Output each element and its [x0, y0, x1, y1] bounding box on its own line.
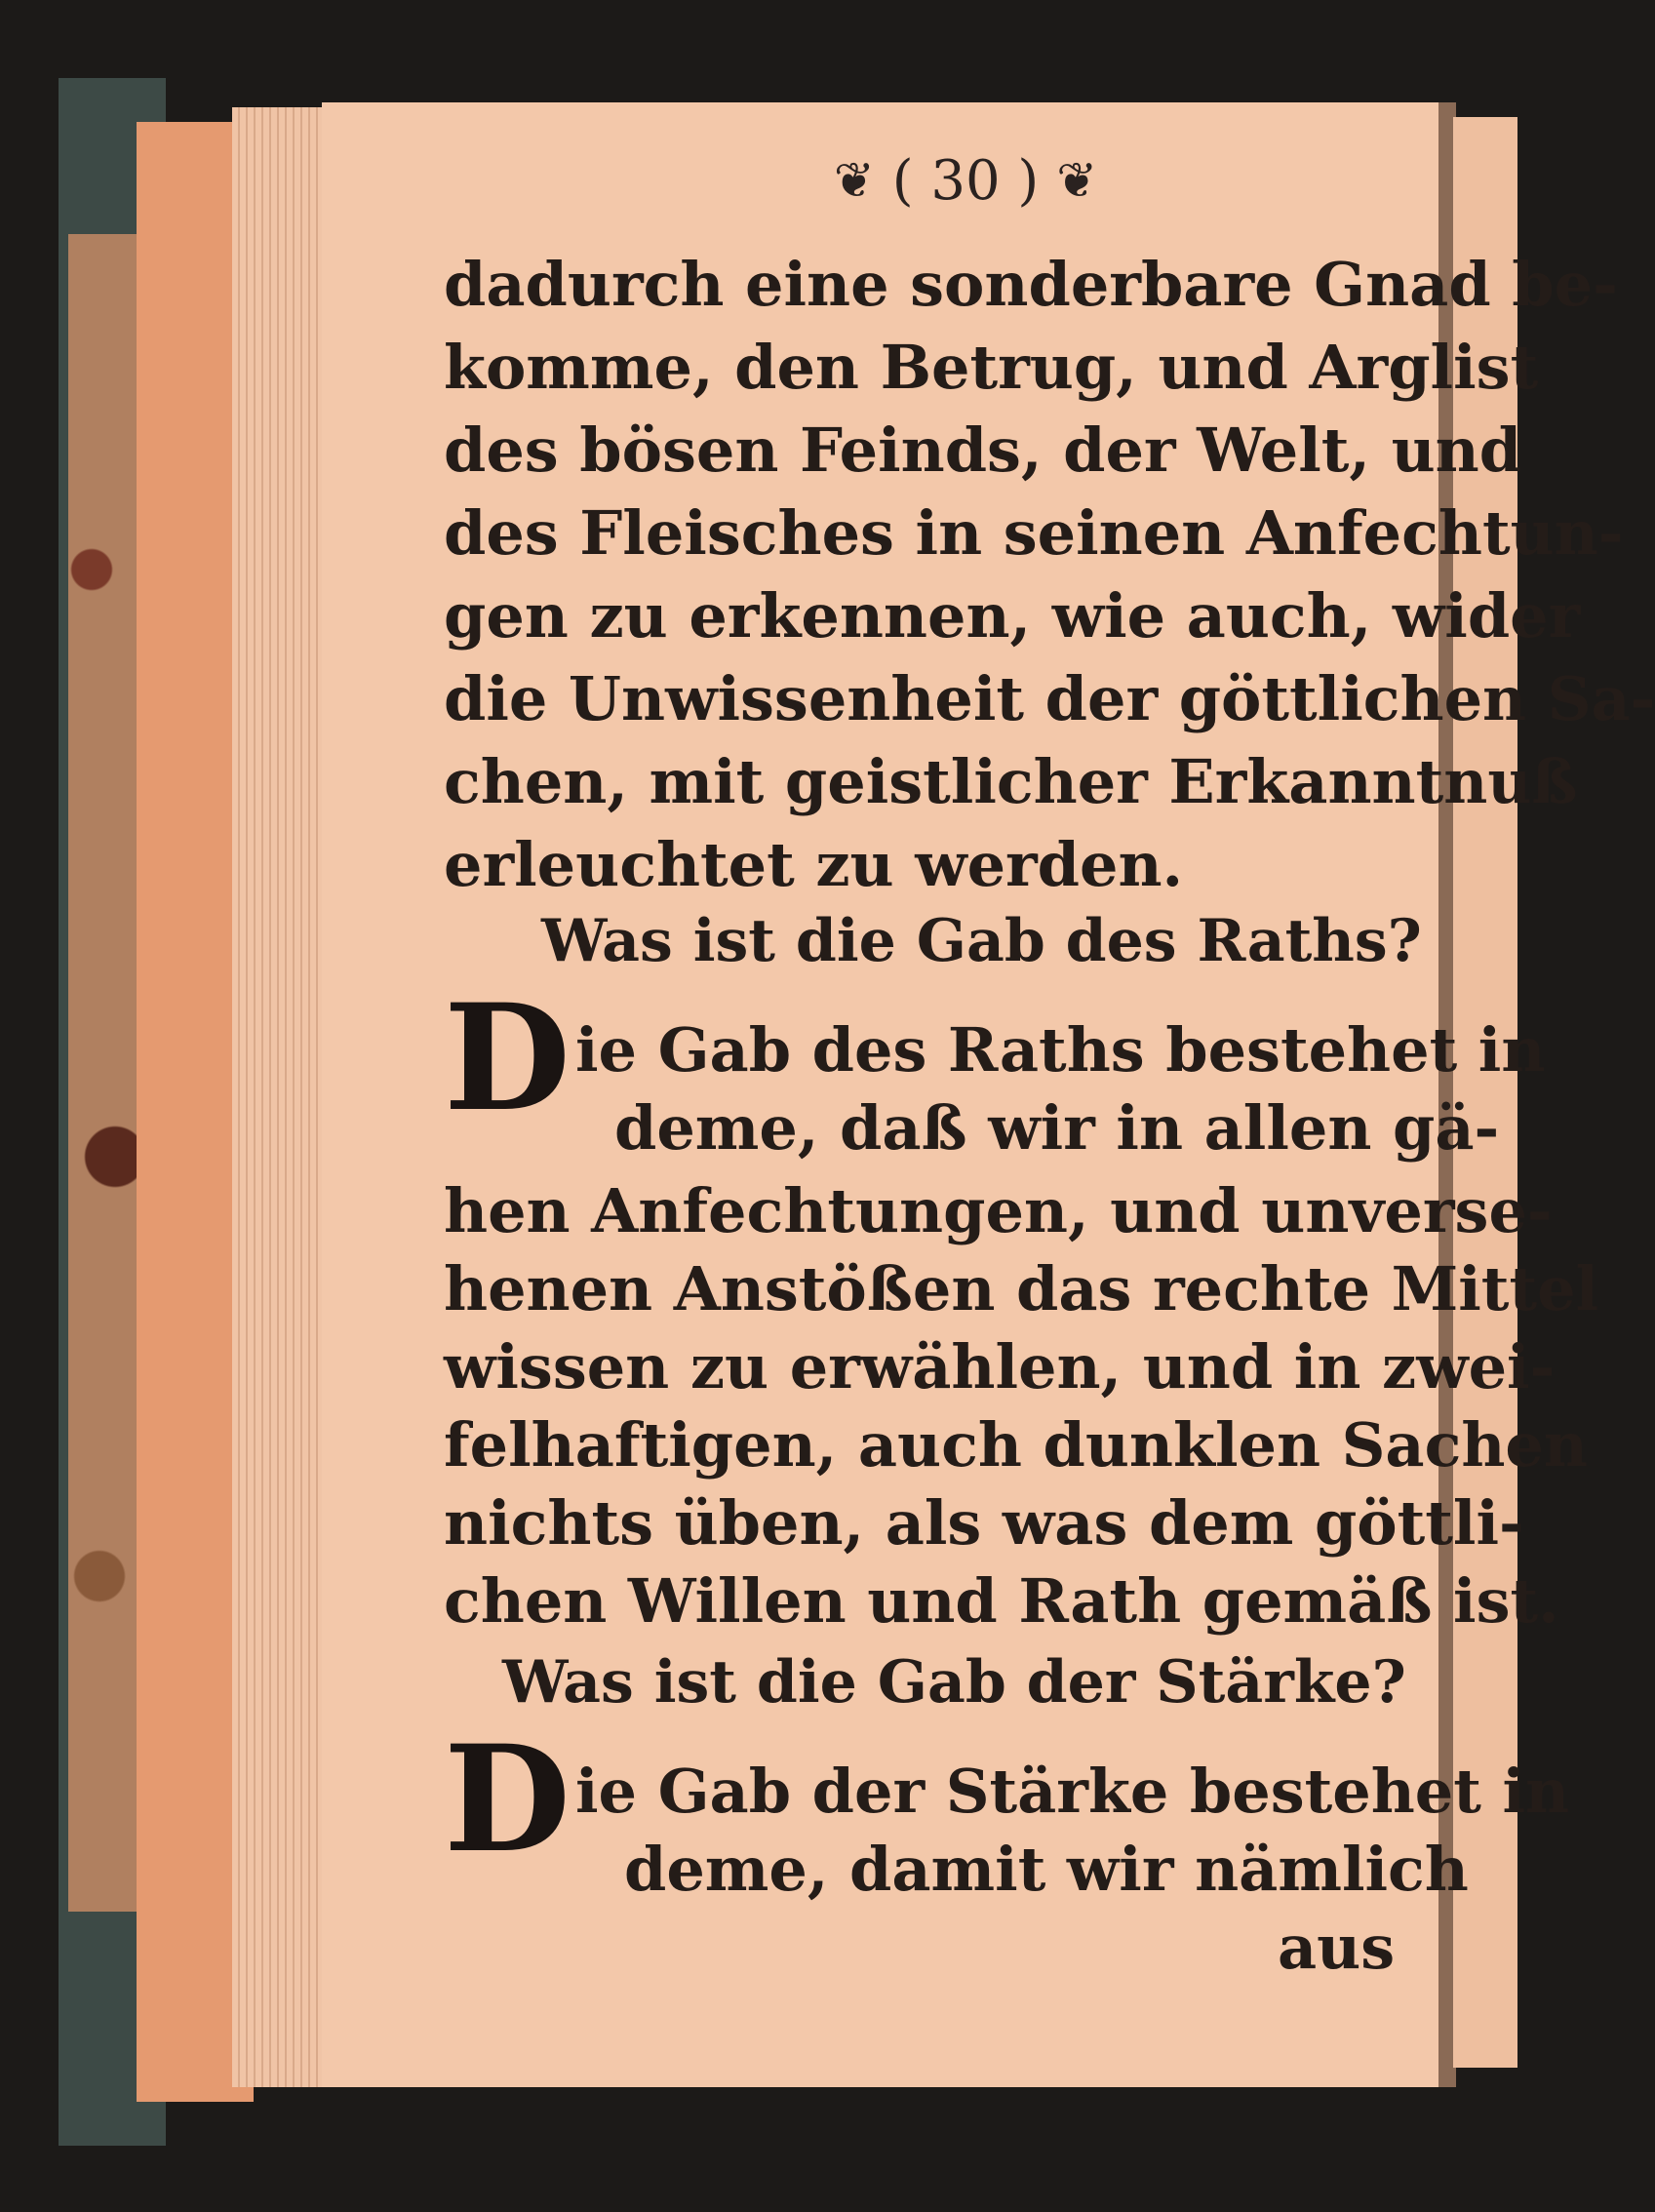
text-line: erleuchtet zu werden.	[444, 829, 1184, 900]
text-line: gen zu erkennen, wie auch, wider	[444, 580, 1581, 652]
text-line: wissen zu erwählen, und in zwei-	[444, 1331, 1556, 1402]
text-line: komme, den Betrug, und Arglist	[444, 332, 1539, 403]
text-line: deme, daß wir in allen gä-	[614, 1092, 1500, 1164]
text-line: nichts üben, als was dem göttli-	[444, 1487, 1524, 1559]
page-number: ( 30 )	[891, 148, 1040, 213]
text-line: chen, mit geistlicher Erkanntnuß	[444, 746, 1578, 817]
text-line: chen Willen und Rath gemäß ist.	[444, 1565, 1559, 1637]
section-heading: Was ist die Gab des Raths?	[541, 907, 1422, 975]
drop-cap-initial: D	[444, 1714, 571, 1885]
text-line: dadurch eine sonderbare Gnad be-	[444, 249, 1618, 320]
text-line: hen Anfechtungen, und unverse-	[444, 1175, 1553, 1246]
text-line: ie Gab des Raths bestehet in	[575, 1014, 1546, 1086]
text-line: felhaftigen, auch dunklen Sachen	[444, 1409, 1588, 1481]
text-line: die Unwissenheit der göttlichen Sa-	[444, 663, 1655, 734]
drop-cap-initial: D	[444, 972, 571, 1144]
text-line: des bösen Feinds, der Welt, und	[444, 415, 1522, 486]
text-line: deme, damit wir nämlich	[624, 1834, 1469, 1905]
marbled-cover	[68, 234, 146, 1912]
catchword: aus	[1278, 1912, 1396, 1983]
right-ornament-icon: ❦	[1056, 152, 1098, 209]
text-line: ie Gab der Stärke bestehet in	[575, 1756, 1570, 1827]
section-heading: Was ist die Gab der Stärke?	[502, 1648, 1406, 1717]
text-line: des Fleisches in seinen Anfechtun-	[444, 497, 1624, 569]
left-ornament-icon: ❦	[833, 152, 875, 209]
text-line: henen Anstößen das rechte Mittel	[444, 1253, 1599, 1324]
page-header	[761, 146, 1170, 215]
page-stack	[232, 107, 330, 2087]
